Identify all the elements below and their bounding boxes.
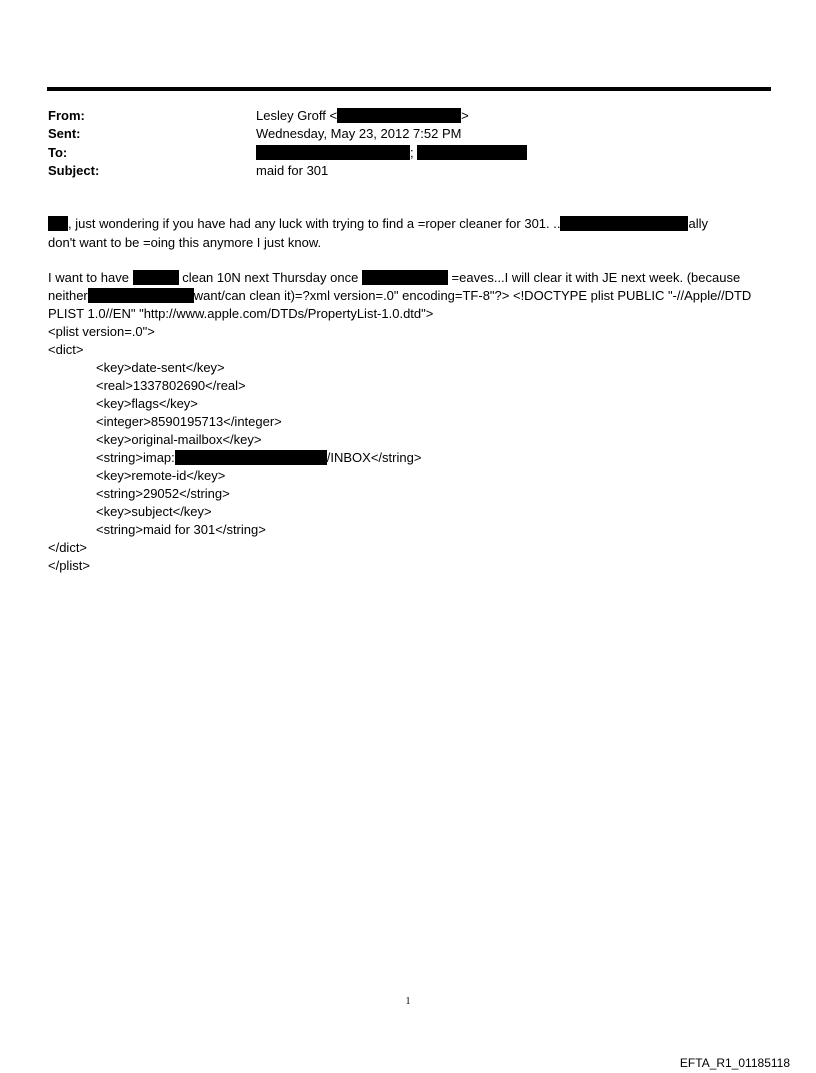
subject-value: maid for 301 <box>256 163 329 178</box>
from-value <box>256 108 469 124</box>
redaction-box <box>48 216 68 231</box>
redaction-box <box>256 145 410 160</box>
redaction-box <box>88 288 194 303</box>
header-rule <box>47 87 771 91</box>
plist-line: <key>date-sent</key> <box>96 360 225 375</box>
body-line: I want to have clean 10N next Thursday once =eaves...I will clear it with JE next week. (because <box>48 270 741 285</box>
plist-line: <key>original-mailbox</key> <box>96 432 262 447</box>
plist-line: <dict> <box>48 342 84 357</box>
redaction-box <box>175 450 327 465</box>
body-line: , just wondering if you have had any luck with trying to find a =roper cleaner for 301. .. ally <box>48 216 708 232</box>
plist-line: <string>29052</string> <box>96 486 230 501</box>
body-line: PLIST 1.0//EN" "http://www.apple.com/DTDs/PropertyList-1.0.dtd"> <box>48 306 434 321</box>
redaction-box <box>337 108 461 123</box>
plist-line: <key>subject</key> <box>96 504 212 519</box>
redaction-box <box>417 145 527 160</box>
plist-line: <string>imap: /INBOX</string> <box>96 450 422 465</box>
body-line: don't want to be =oing this anymore I just know. <box>48 235 322 250</box>
bates-number: EFTA_R1_01185118 <box>679 1056 790 1070</box>
plist-line: </plist> <box>48 558 90 573</box>
redaction-box <box>362 270 448 285</box>
from-label: From: <box>48 108 85 123</box>
to-label: To: <box>48 145 68 160</box>
page-number: 1 <box>405 996 411 1007</box>
plist-line: <real>1337802690</real> <box>96 378 246 393</box>
to-value <box>256 145 527 161</box>
from-close: > <box>461 108 469 123</box>
plist-line: </dict> <box>48 540 88 555</box>
sent-label: Sent: <box>48 126 81 141</box>
plist-line: <key>flags</key> <box>96 396 198 411</box>
plist-line: <plist version=.0"> <box>48 324 155 339</box>
plist-line: <key>remote-id</key> <box>96 468 226 483</box>
from-name: Lesley Groff < <box>256 108 338 123</box>
body-line: neither want/can clean it)=?xml version=.0" encoding=TF-8"?> <!DOCTYPE plist PUBLIC "-//Apple//DTD <box>48 288 752 303</box>
redaction-box <box>560 216 688 231</box>
subject-label: Subject: <box>48 163 100 178</box>
plist-line: <string>maid for 301</string> <box>96 522 266 537</box>
to-separator: ; <box>410 145 414 160</box>
redaction-box <box>133 270 179 285</box>
sent-value: Wednesday, May 23, 2012 7:52 PM <box>256 126 462 141</box>
plist-line: <integer>8590195713</integer> <box>96 414 282 429</box>
